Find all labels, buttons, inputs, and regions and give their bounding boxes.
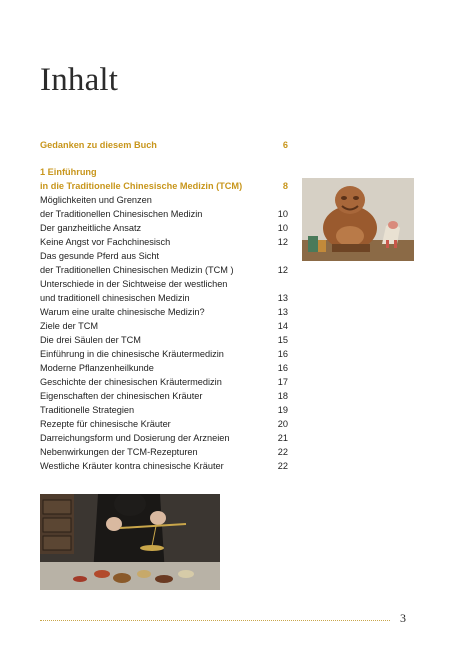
toc-entry-page: 6	[282, 140, 288, 150]
toc-entry-page: 18	[277, 391, 288, 401]
toc-entry	[40, 389, 288, 403]
page-number: 3	[400, 611, 406, 625]
toc-entry-title: Unterschiede in der Sichtweise der westlichen	[40, 279, 228, 289]
toc-entry-page: 13	[277, 293, 288, 303]
toc-entry-page: 15	[277, 335, 288, 345]
page-title: Inhalt	[40, 62, 119, 98]
toc-entry	[40, 361, 288, 375]
toc-entry-title: Nebenwirkungen der TCM-Rezepturen	[40, 447, 198, 457]
toc-entry	[40, 445, 288, 459]
toc-entry-page: 16	[277, 363, 288, 373]
toc-entry-title: Rezepte für chinesische Kräuter	[40, 419, 171, 429]
toc-entry-title: Moderne Pflanzenheilkunde	[40, 363, 154, 373]
toc-entry-page: 12	[277, 237, 288, 247]
toc-entry	[40, 375, 288, 389]
toc-entry-page: 13	[277, 307, 288, 317]
toc-entry	[40, 193, 288, 207]
toc-entry	[40, 138, 288, 152]
toc-entry-title: der Traditionellen Chinesischen Medizin	[40, 209, 203, 219]
toc-entry-page: 16	[277, 349, 288, 359]
toc-entry-page: 10	[277, 209, 288, 219]
toc-entry-title: Keine Angst vor Fachchinesisch	[40, 237, 171, 247]
toc-spacer	[40, 152, 288, 165]
toc-entry	[40, 291, 288, 305]
toc-entry-title: Möglichkeiten und Grenzen	[40, 195, 152, 205]
table-of-contents	[40, 138, 288, 473]
toc-entry	[40, 165, 288, 179]
toc-entry-title: 1 Einführung	[40, 167, 97, 177]
toc-entry-title: in die Traditionelle Chinesische Medizin (TCM)	[40, 181, 243, 191]
toc-entry-page: 8	[282, 181, 288, 191]
herb-scale-illustration	[40, 494, 220, 590]
toc-entry	[40, 417, 288, 431]
buddha-figure-illustration	[302, 178, 414, 261]
toc-entry-title: und traditionell chinesischen Medizin	[40, 293, 190, 303]
toc-entry-page: 19	[277, 405, 288, 415]
toc-entry-page: 12	[277, 265, 288, 275]
toc-entry	[40, 221, 288, 235]
toc-entry	[40, 277, 288, 291]
footer-dotted-rule	[40, 620, 390, 621]
toc-entry-page: 22	[277, 461, 288, 471]
toc-entry-page: 20	[277, 419, 288, 429]
toc-entry-title: Darreichungsform und Dosierung der Arzneien	[40, 433, 230, 443]
toc-entry-title: Einführung in die chinesische Kräutermedizin	[40, 349, 224, 359]
toc-entry-title: Eigenschaften der chinesischen Kräuter	[40, 391, 203, 401]
toc-entry-title: Die drei Säulen der TCM	[40, 335, 141, 345]
toc-entry	[40, 459, 288, 473]
toc-entry-title: Ziele der TCM	[40, 321, 99, 331]
toc-entry	[40, 305, 288, 319]
toc-entry-title: der Traditionellen Chinesischen Medizin (TCM )	[40, 265, 234, 275]
toc-entry-title: Warum eine uralte chinesische Medizin?	[40, 307, 205, 317]
toc-entry-page: 17	[277, 377, 288, 387]
toc-entry	[40, 319, 288, 333]
toc-entry-page: 22	[277, 447, 288, 457]
toc-entry-page: 21	[277, 433, 288, 443]
toc-entry	[40, 235, 288, 249]
toc-entry	[40, 249, 288, 263]
toc-entry	[40, 403, 288, 417]
toc-entry-title: Gedanken zu diesem Buch	[40, 140, 157, 150]
toc-entry-title: Das gesunde Pferd aus Sicht	[40, 251, 159, 261]
buddha-photo	[302, 178, 414, 261]
toc-entry	[40, 207, 288, 221]
toc-entry-page: 10	[277, 223, 288, 233]
toc-entry	[40, 179, 288, 193]
toc-entry-title: Traditionelle Strategien	[40, 405, 135, 415]
toc-entry-title: Geschichte der chinesischen Kräutermedizin	[40, 377, 222, 387]
toc-entry	[40, 263, 288, 277]
toc-entry-title: Westliche Kräuter kontra chinesische Kräuter	[40, 461, 224, 471]
toc-entry-title: Der ganzheitliche Ansatz	[40, 223, 142, 233]
herbs-scale-photo	[40, 494, 220, 590]
toc-entry	[40, 347, 288, 361]
toc-entry	[40, 333, 288, 347]
toc-entry-page: 14	[277, 321, 288, 331]
toc-entry	[40, 431, 288, 445]
